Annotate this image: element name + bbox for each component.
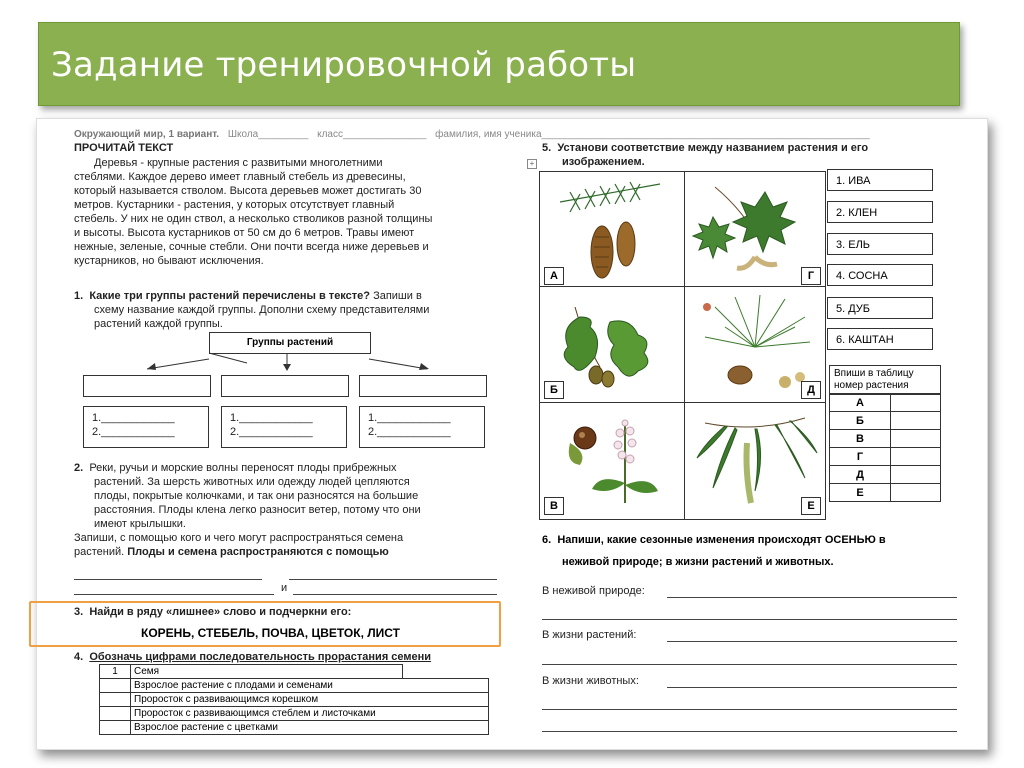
sequence-number-cell[interactable]: [100, 693, 131, 707]
plant-option: 4. СОСНА: [827, 264, 933, 286]
q6-label-plants: В жизни растений:: [542, 629, 637, 641]
image-cell-e: [684, 402, 826, 520]
answer-line[interactable]: [667, 687, 957, 688]
plant-option: 5. ДУБ: [827, 297, 933, 319]
image-cell-b: [539, 286, 687, 404]
group-name-box-1[interactable]: [83, 375, 211, 397]
table-move-handle[interactable]: +: [527, 159, 537, 169]
table-row: [830, 412, 941, 430]
answer-line[interactable]: [542, 709, 957, 710]
q4-prompt: Обозначь цифрами последовательность прорастания семени: [89, 651, 432, 663]
table-row: [100, 721, 489, 735]
image-cell-v: [539, 402, 687, 520]
question-3: [74, 605, 351, 619]
plant-option: 1. ИВА: [827, 169, 933, 191]
example-blank: 1.____________: [230, 412, 313, 424]
answer-letter: Д: [830, 466, 891, 484]
question-6: [542, 529, 972, 573]
table-row: [830, 484, 941, 502]
sequence-label-cell: Семя: [131, 665, 403, 679]
group-examples-box-3[interactable]: [359, 406, 485, 448]
q6-prompt-line2: неживой природе; в жизни растений и животных.: [562, 556, 834, 568]
table-row: [100, 707, 489, 721]
slide-title: Задание тренировочной работы: [51, 45, 637, 85]
q6-label-nonliving: В неживой природе:: [542, 585, 645, 597]
answer-table-header: Впиши в таблицу номер растения: [829, 365, 941, 395]
q2-line: расстояния. Плоды клена легко разносит ветер, потому что они: [94, 504, 421, 516]
answer-cell[interactable]: [891, 430, 941, 448]
image-cell-a: [539, 171, 687, 288]
answer-letter: А: [830, 394, 891, 412]
table-row: [100, 693, 489, 707]
slide-title-banner: [38, 22, 960, 106]
q2-line: плоды, покрытые колючками, и так они разносятся на большие: [94, 490, 419, 502]
plant-option: 2. КЛЕН: [827, 201, 933, 223]
image-letter: Б: [544, 381, 564, 399]
image-cell-g: [684, 171, 826, 288]
example-blank: 1.____________: [92, 412, 175, 424]
sequence-number-cell[interactable]: 1: [100, 665, 131, 679]
image-letter: Д: [801, 381, 821, 399]
reading-line: стеблями. Каждое дерево имеет главный стебель из древесины,: [74, 171, 406, 183]
q6-number: 6.: [542, 534, 552, 546]
image-letter: Е: [801, 497, 821, 515]
question-2: [74, 461, 500, 559]
scheme-arrows: [77, 351, 497, 375]
worksheet-header: [74, 129, 954, 140]
answer-line[interactable]: [293, 594, 497, 595]
reading-line: стебель. У них не один ствол, а несколько стволиков разной толщины: [74, 213, 433, 225]
answer-cell[interactable]: [891, 484, 941, 502]
q6-label-animals: В жизни животных:: [542, 675, 639, 687]
reading-line: нежные, зеленые, сочные стебли. Они почти всегда ниже деревьев и: [74, 241, 429, 253]
and-label: и: [281, 582, 288, 594]
blank-cell: [402, 665, 489, 679]
image-letter: Г: [801, 267, 821, 285]
q5-number: 5.: [542, 142, 552, 154]
answer-cell[interactable]: [891, 466, 941, 484]
q2-task: растений.: [74, 546, 125, 558]
q1-prompt: Какие три группы растений перечислены в тексте?: [89, 290, 371, 302]
q1-number: 1.: [74, 290, 84, 302]
q2-line: Реки, ручьи и морские волны переносят плоды прибрежных: [89, 462, 397, 474]
reading-text: [74, 156, 500, 268]
reading-heading: ПРОЧИТАЙ ТЕКСТ: [74, 142, 174, 154]
q1-prompt-rest: Запиши в: [370, 290, 422, 302]
group-examples-box-2[interactable]: [221, 406, 347, 448]
reading-line: кустарников, но бывают исключения.: [74, 255, 264, 267]
group-examples-box-1[interactable]: [83, 406, 209, 448]
table-row: [830, 430, 941, 448]
sequence-label-cell: Взрослое растение с цветками: [131, 721, 489, 735]
answer-line[interactable]: [667, 641, 957, 642]
answer-line[interactable]: [667, 597, 957, 598]
sequence-label-cell: Взрослое растение с плодами и семенами: [131, 679, 489, 693]
answer-line[interactable]: [289, 579, 497, 580]
reading-line: и высоты. Высота кустарников от 50 см до 6 метров. Травы имеют: [74, 227, 415, 239]
table-row: [100, 679, 489, 693]
plant-option: 6. КАШТАН: [827, 328, 933, 350]
example-blank: 1.____________: [368, 412, 451, 424]
reading-line: Деревья - крупные растения с развитыми многолетними: [94, 157, 383, 169]
q2-task-bold: Плоды и семена распространяются с помощью: [127, 546, 389, 558]
q1-line: схему название каждой группы. Дополни схему представителями: [94, 304, 430, 316]
plant-option: 3. ЕЛЬ: [827, 233, 933, 255]
sequence-label-cell: Проросток с развивающимся корешком: [131, 693, 489, 707]
q3-prompt: Найди в ряду «лишнее» слово и подчеркни его:: [89, 606, 352, 618]
sequence-table: [99, 664, 489, 735]
answer-line[interactable]: [74, 594, 274, 595]
q2-task: Запиши, с помощью кого и чего могут распространяться семена: [74, 532, 404, 544]
reading-line: метров. Кустарники - растения, у которых отсутствует главный: [74, 199, 395, 211]
table-row: [830, 466, 941, 484]
sequence-number-cell[interactable]: [100, 707, 131, 721]
worksheet: [36, 118, 988, 750]
q2-line: растений. За шерсть животных или одежду людей цепляются: [94, 476, 410, 488]
image-cell-d: [684, 286, 826, 404]
answer-line[interactable]: [542, 664, 957, 665]
groups-root-box: Группы растений: [209, 332, 371, 354]
example-blank: 2.____________: [92, 426, 175, 438]
name-field: фамилия, имя ученика___________________________________________________________: [435, 129, 870, 140]
school-field: Школа_________: [227, 129, 309, 140]
q5-prompt-line2: изображением.: [562, 156, 645, 168]
question-5: [542, 141, 962, 169]
image-letter: А: [544, 267, 564, 285]
question-4: [74, 650, 431, 664]
sequence-number-cell[interactable]: [100, 721, 131, 735]
q1-line: растений каждой группы.: [94, 318, 223, 330]
subject-label: Окружающий мир, 1 вариант.: [74, 129, 220, 140]
example-blank: 2.____________: [368, 426, 451, 438]
answer-cell[interactable]: [891, 448, 941, 466]
example-blank: 2.____________: [230, 426, 313, 438]
q6-prompt: Напиши, какие сезонные изменения происходят ОСЕНЬЮ в: [557, 534, 886, 546]
question-1: [74, 289, 504, 331]
answer-line[interactable]: [74, 579, 262, 580]
q3-number: 3.: [74, 606, 84, 618]
group-name-box-3[interactable]: [359, 375, 487, 397]
sequence-number-cell[interactable]: [100, 679, 131, 693]
answer-letter: В: [830, 430, 891, 448]
answer-line[interactable]: [542, 619, 957, 620]
answer-line[interactable]: [542, 731, 957, 732]
sequence-label-cell: Проросток с развивающимся стеблем и листочками: [131, 707, 489, 721]
class-field: класс_______________: [317, 129, 427, 140]
answer-table: [829, 393, 941, 502]
group-name-box-2[interactable]: [221, 375, 349, 397]
q3-word-row[interactable]: КОРЕНЬ, СТЕБЕЛЬ, ПОЧВА, ЦВЕТОК, ЛИСТ: [141, 626, 400, 640]
q2-line: имеют крылышки.: [94, 518, 186, 530]
table-row: [830, 394, 941, 412]
answer-letter: Б: [830, 412, 891, 430]
reading-line: который называется стволом. Высота деревьев может достигать 30: [74, 185, 422, 197]
image-letter: В: [544, 497, 564, 515]
answer-cell[interactable]: [891, 412, 941, 430]
answer-letter: Е: [830, 484, 891, 502]
q5-prompt: Установи соответствие между названием растения и его: [557, 142, 869, 154]
table-row: [830, 448, 941, 466]
table-row: [100, 665, 489, 679]
q4-number: 4.: [74, 651, 84, 663]
q2-number: 2.: [74, 462, 84, 474]
answer-letter: Г: [830, 448, 891, 466]
answer-cell[interactable]: [891, 394, 941, 412]
